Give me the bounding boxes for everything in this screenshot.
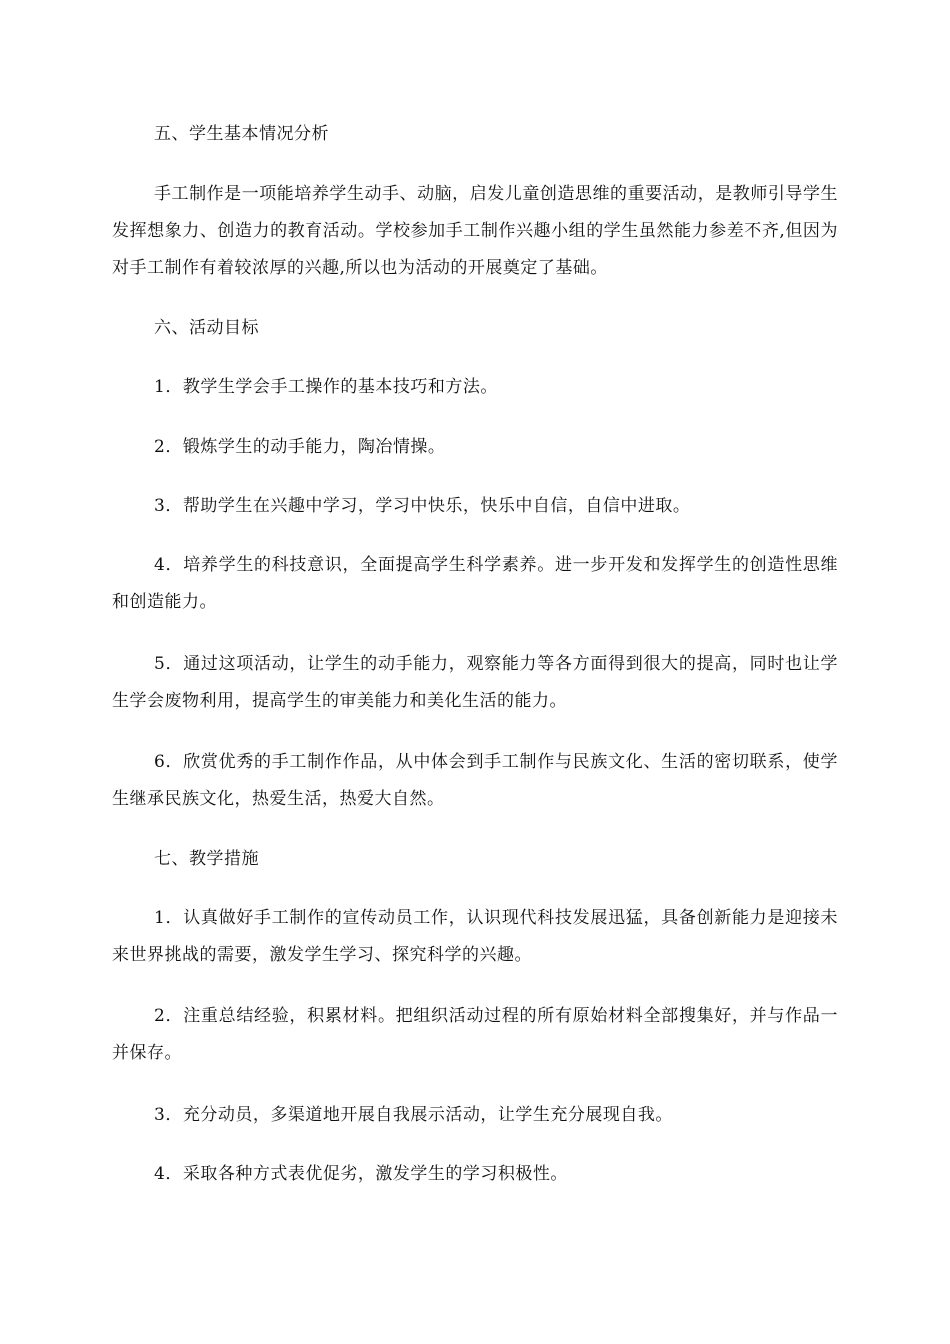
measure-item-2: 2．注重总结经验，积累材料。把组织活动过程的所有原始材料全部搜集好，并与作品一并保存。	[112, 1006, 838, 1063]
goal-item-6: 6．欣赏优秀的手工制作作品，从中体会到手工制作与民族文化、生活的密切联系，使学生继承民族文化，热爱生活，热爱大自然。	[112, 752, 838, 809]
goal-item-5: 5．通过这项活动，让学生的动手能力，观察能力等各方面得到很大的提高，同时也让学生学会废物利用，提高学生的审美能力和美化生活的能力。	[112, 654, 838, 711]
section-five-heading: 五、学生基本情况分析	[154, 124, 329, 144]
measure-item-4: 4．采取各种方式表优促劣，激发学生的学习积极性。	[154, 1164, 568, 1184]
goal-item-4: 4．培养学生的科技意识，全面提高学生科学素养。进一步开发和发挥学生的创造性思维和创造能力。	[112, 555, 838, 612]
goal-item-1: 1．教学生学会手工操作的基本技巧和方法。	[154, 377, 498, 397]
section-six-heading: 六、活动目标	[154, 318, 259, 338]
goal-item-2: 2．锻炼学生的动手能力，陶冶情操。	[154, 437, 446, 457]
measure-item-1: 1．认真做好手工制作的宣传动员工作，认识现代科技发展迅猛，具备创新能力是迎接未来世界挑战的需要，激发学生学习、探究科学的兴趣。	[112, 908, 838, 965]
measure-item-3: 3．充分动员，多渠道地开展自我展示活动，让学生充分展现自我。	[154, 1105, 673, 1125]
goal-item-3: 3．帮助学生在兴趣中学习，学习中快乐，快乐中自信，自信中进取。	[154, 496, 691, 516]
section-five-paragraph: 手工制作是一项能培养学生动手、动脑，启发儿童创造思维的重要活动，是教师引导学生发挥想象力、创造力的教育活动。学校参加手工制作兴趣小组的学生虽然能力参差不齐,但因为对手工制作有着较浓厚的兴趣,所以也为活动的开展奠定了基础。	[112, 184, 838, 278]
section-seven-heading: 七、教学措施	[154, 849, 259, 869]
